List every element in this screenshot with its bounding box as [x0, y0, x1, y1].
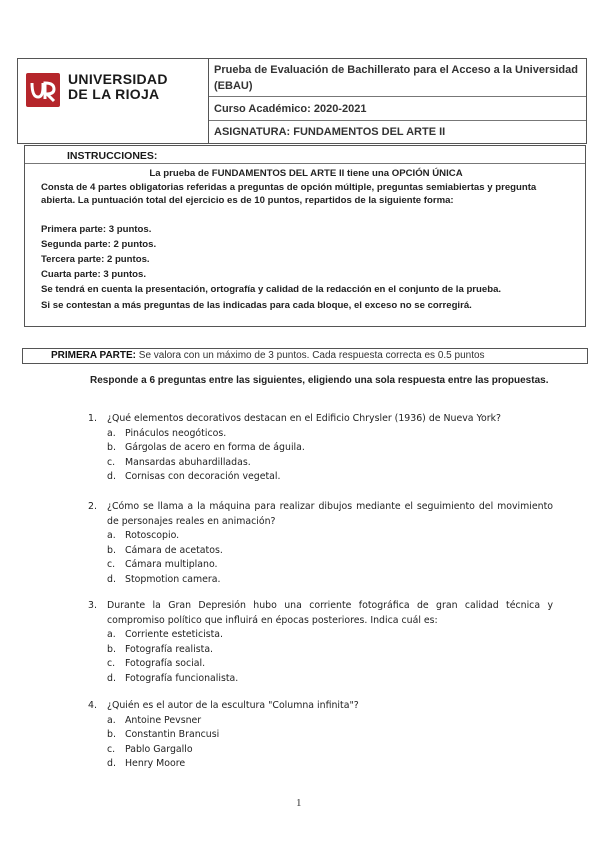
university-emblem-icon: [26, 73, 60, 107]
option-text: Cornisas con decoración vegetal.: [125, 471, 281, 482]
score-part-2: Segunda parte: 2 puntos.: [41, 239, 157, 250]
option-text: Pablo Gargallo: [125, 743, 193, 755]
instructions-note-excess: Si se contestan a más preguntas de las indicadas para cada bloque, el exceso no se corregirá.: [41, 300, 472, 311]
option-text: Corriente esteticista.: [125, 629, 223, 640]
question-text: ¿Cómo se llama a la máquina para realizar dibujos mediante el seguimiento del movimiento de personajes reales en animación?: [107, 501, 553, 527]
university-logo: [18, 59, 209, 143]
option-b: [107, 728, 219, 743]
option-d: [107, 672, 238, 687]
instructions-description: Consta de 4 partes obligatorias referidas a preguntas de opción múltiple, preguntas semiabiertas y pregunta abierta. La puntuación total del ejercicio es de 10 puntos, repartidos de la siguiente forma:: [41, 182, 537, 206]
university-name-line2: DE LA RIOJA: [68, 86, 160, 102]
option-letter: b.: [107, 442, 116, 453]
section-header: [22, 348, 588, 364]
option-c: [107, 743, 193, 758]
question-number: 3.: [88, 600, 97, 611]
option-a: [107, 714, 201, 729]
exam-abbreviation: (EBAU): [214, 80, 253, 92]
option-letter: a.: [107, 629, 116, 640]
score-part-4: Cuarta parte: 3 puntos.: [41, 269, 147, 280]
option-letter: c.: [107, 456, 116, 468]
question-text: Durante la Gran Depresión hubo una corriente fotográfica de gran calidad técnica y compromiso político que influirá en épocas posteriores. Indica cuál es:: [107, 600, 553, 626]
page-number: 1: [296, 797, 302, 809]
option-letter: c.: [107, 658, 116, 669]
option-letter: a.: [107, 714, 116, 726]
instructions-title: INSTRUCCIONES:: [67, 150, 158, 162]
option-a: [107, 427, 226, 442]
option-text: Rotoscopio.: [125, 530, 180, 541]
option-text: Gárgolas de acero en forma de águila.: [125, 442, 305, 453]
university-name-line1: UNIVERSIDAD: [68, 71, 168, 87]
option-letter: b.: [107, 729, 116, 740]
option-text: Stopmotion camera.: [125, 573, 221, 585]
question-text: ¿Qué elementos decorativos destacan en el Edificio Chrysler (1936) de Nueva York?: [107, 413, 501, 424]
option-text: Mansardas abuhardilladas.: [125, 456, 251, 468]
question-number: 4.: [88, 700, 97, 711]
option-letter: c.: [107, 743, 116, 755]
exam-title: Prueba de Evaluación de Bachillerato para el Acceso a la Universidad: [214, 64, 578, 76]
option-b: [107, 441, 305, 456]
header-divider: [209, 120, 586, 121]
option-text: Fotografía realista.: [125, 643, 214, 655]
option-text: Henry Moore: [125, 758, 186, 769]
option-text: Antoine Pevsner: [125, 714, 202, 726]
question-text: ¿Quién es el autor de la escultura "Columna infinita"?: [107, 700, 359, 711]
option-letter: d.: [107, 471, 116, 482]
question-number: 1.: [88, 413, 97, 424]
option-letter: c.: [107, 559, 116, 570]
option-b: [107, 643, 213, 658]
question-number: 2.: [88, 501, 97, 512]
option-a: [107, 529, 179, 544]
header-divider: [209, 96, 586, 97]
option-c: [107, 558, 218, 573]
option-text: Cámara multiplano.: [125, 559, 218, 570]
section-scoring: Se valora con un máximo de 3 puntos. Cada respuesta correcta es 0.5 puntos: [136, 350, 485, 361]
exam-header: [17, 58, 587, 144]
option-letter: d.: [107, 672, 116, 684]
option-letter: b.: [107, 643, 116, 655]
option-letter: b.: [107, 544, 116, 556]
score-part-1: Primera parte: 3 puntos.: [41, 224, 152, 235]
option-c: [107, 456, 251, 471]
option-text: Fotografía social.: [125, 658, 206, 669]
instructions-intro: La prueba de FUNDAMENTOS DEL ARTE II tiene una OPCIÓN ÚNICA: [149, 168, 463, 179]
option-text: Pináculos neogóticos.: [125, 427, 227, 439]
subject: ASIGNATURA: FUNDAMENTOS DEL ARTE II: [214, 126, 446, 138]
option-a: [107, 628, 223, 643]
option-text: Fotografía funcionalista.: [125, 672, 239, 684]
option-d: [107, 470, 281, 485]
option-letter: d.: [107, 758, 116, 769]
section-label: PRIMERA PARTE:: [51, 350, 136, 361]
option-d: [107, 573, 221, 588]
option-b: [107, 544, 223, 559]
instructions-note-presentation: Se tendrá en cuenta la presentación, ortografía y calidad de la redacción en el conjunto de la prueba.: [41, 284, 502, 295]
option-letter: a.: [107, 427, 116, 439]
section-instruction: Responde a 6 preguntas entre las siguientes, eligiendo una sola respuesta entre las propuestas.: [90, 375, 549, 386]
instructions-divider: [25, 163, 585, 164]
option-d: [107, 757, 185, 772]
score-part-3: Tercera parte: 2 puntos.: [41, 254, 150, 265]
option-text: Constantin Brancusi: [125, 729, 220, 740]
option-letter: a.: [107, 530, 116, 541]
option-text: Cámara de acetatos.: [125, 544, 223, 556]
academic-year: Curso Académico: 2020-2021: [214, 103, 367, 115]
option-c: [107, 657, 205, 672]
instructions-box: [24, 145, 586, 327]
option-letter: d.: [107, 573, 116, 585]
